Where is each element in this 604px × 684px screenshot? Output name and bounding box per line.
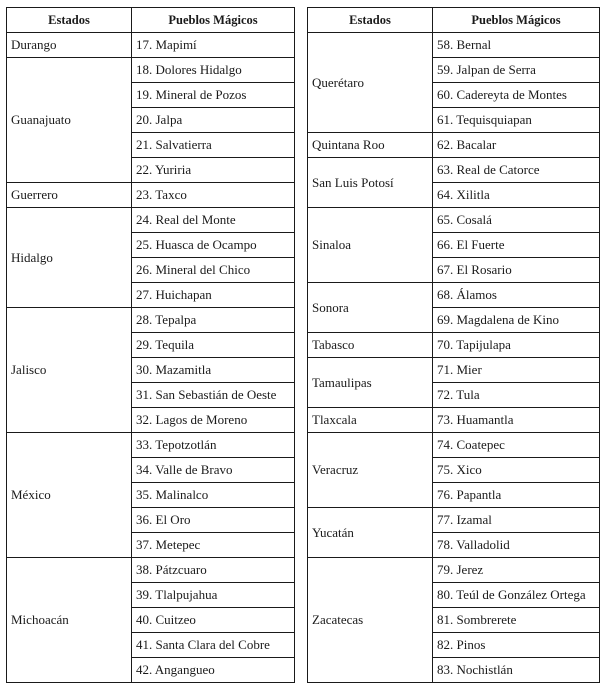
pueblo-magico-cell: 74. Coatepec xyxy=(433,433,600,458)
estado-cell: Guanajuato xyxy=(7,58,132,183)
pueblo-magico-cell: 23. Taxco xyxy=(132,183,295,208)
pueblo-magico-cell: 37. Metepec xyxy=(132,533,295,558)
estado-cell: Sinaloa xyxy=(308,208,433,283)
pueblo-magico-cell: 72. Tula xyxy=(433,383,600,408)
pueblo-magico-cell: 71. Mier xyxy=(433,358,600,383)
pueblo-magico-cell: 25. Huasca de Ocampo xyxy=(132,233,295,258)
pueblo-magico-cell: 68. Álamos xyxy=(433,283,600,308)
pueblo-magico-cell: 41. Santa Clara del Cobre xyxy=(132,633,295,658)
pueblo-magico-cell: 64. Xilitla xyxy=(433,183,600,208)
header-estados: Estados xyxy=(308,8,433,33)
pueblo-magico-cell: 17. Mapimí xyxy=(132,33,295,58)
pueblo-magico-cell: 61. Tequisquiapan xyxy=(433,108,600,133)
pueblo-magico-cell: 58. Bernal xyxy=(433,33,600,58)
table-row xyxy=(308,283,600,308)
pueblo-magico-cell: 82. Pinos xyxy=(433,633,600,658)
table-row xyxy=(308,358,600,383)
pueblo-magico-cell: 76. Papantla xyxy=(433,483,600,508)
table-body xyxy=(308,33,600,683)
pueblo-magico-cell: 40. Cuitzeo xyxy=(132,608,295,633)
pueblo-magico-cell: 42. Angangueo xyxy=(132,658,295,683)
pueblo-magico-cell: 81. Sombrerete xyxy=(433,608,600,633)
header-estados: Estados xyxy=(7,8,132,33)
estado-cell: México xyxy=(7,433,132,558)
pueblo-magico-cell: 34. Valle de Bravo xyxy=(132,458,295,483)
estado-cell: Tabasco xyxy=(308,333,433,358)
pueblo-magico-cell: 22. Yuriria xyxy=(132,158,295,183)
pueblo-magico-cell: 67. El Rosario xyxy=(433,258,600,283)
header-pueblos-magicos: Pueblos Mágicos xyxy=(132,8,295,33)
pueblos-magicos-table-left xyxy=(6,7,295,683)
pueblo-magico-cell: 28. Tepalpa xyxy=(132,308,295,333)
pueblo-magico-cell: 24. Real del Monte xyxy=(132,208,295,233)
pueblo-magico-cell: 27. Huichapan xyxy=(132,283,295,308)
pueblo-magico-cell: 70. Tapijulapa xyxy=(433,333,600,358)
pueblo-magico-cell: 38. Pátzcuaro xyxy=(132,558,295,583)
table-row xyxy=(308,158,600,183)
table-row xyxy=(308,333,600,358)
pueblo-magico-cell: 69. Magdalena de Kino xyxy=(433,308,600,333)
pueblo-magico-cell: 32. Lagos de Moreno xyxy=(132,408,295,433)
header-row xyxy=(308,8,600,33)
table-row xyxy=(308,408,600,433)
table-row xyxy=(7,433,295,458)
pueblo-magico-cell: 78. Valladolid xyxy=(433,533,600,558)
estado-cell: Yucatán xyxy=(308,508,433,558)
table-row xyxy=(7,558,295,583)
pueblo-magico-cell: 33. Tepotzotlán xyxy=(132,433,295,458)
pueblo-magico-cell: 83. Nochistlán xyxy=(433,658,600,683)
pueblo-magico-cell: 62. Bacalar xyxy=(433,133,600,158)
estado-cell: San Luis Potosí xyxy=(308,158,433,208)
pueblo-magico-cell: 79. Jerez xyxy=(433,558,600,583)
pueblo-magico-cell: 29. Tequila xyxy=(132,333,295,358)
table-row xyxy=(7,183,295,208)
estado-cell: Sonora xyxy=(308,283,433,333)
estado-cell: Querétaro xyxy=(308,33,433,133)
pueblo-magico-cell: 39. Tlalpujahua xyxy=(132,583,295,608)
table-row xyxy=(308,558,600,583)
table-body xyxy=(7,33,295,683)
pueblo-magico-cell: 73. Huamantla xyxy=(433,408,600,433)
table-row xyxy=(7,208,295,233)
table-row xyxy=(308,433,600,458)
table-row xyxy=(7,33,295,58)
pueblos-magicos-table-right xyxy=(307,7,600,683)
estado-cell: Veracruz xyxy=(308,433,433,508)
estado-cell: Quintana Roo xyxy=(308,133,433,158)
pueblo-magico-cell: 19. Mineral de Pozos xyxy=(132,83,295,108)
pueblo-magico-cell: 59. Jalpan de Serra xyxy=(433,58,600,83)
pueblo-magico-cell: 35. Malinalco xyxy=(132,483,295,508)
pueblo-magico-cell: 66. El Fuerte xyxy=(433,233,600,258)
estado-cell: Michoacán xyxy=(7,558,132,683)
pueblo-magico-cell: 77. Izamal xyxy=(433,508,600,533)
table-row xyxy=(7,58,295,83)
pueblo-magico-cell: 36. El Oro xyxy=(132,508,295,533)
estado-cell: Tlaxcala xyxy=(308,408,433,433)
pueblo-magico-cell: 75. Xico xyxy=(433,458,600,483)
pueblo-magico-cell: 31. San Sebastián de Oeste xyxy=(132,383,295,408)
pueblo-magico-cell: 60. Cadereyta de Montes xyxy=(433,83,600,108)
estado-cell: Hidalgo xyxy=(7,208,132,308)
table-row xyxy=(308,33,600,58)
estado-cell: Jalisco xyxy=(7,308,132,433)
pueblo-magico-cell: 65. Cosalá xyxy=(433,208,600,233)
estado-cell: Zacatecas xyxy=(308,558,433,683)
table-row xyxy=(308,508,600,533)
pueblo-magico-cell: 26. Mineral del Chico xyxy=(132,258,295,283)
estado-cell: Tamaulipas xyxy=(308,358,433,408)
pueblo-magico-cell: 80. Teúl de González Ortega xyxy=(433,583,600,608)
pueblo-magico-cell: 30. Mazamitla xyxy=(132,358,295,383)
estado-cell: Durango xyxy=(7,33,132,58)
table-row xyxy=(308,208,600,233)
table-row xyxy=(7,308,295,333)
pueblo-magico-cell: 63. Real de Catorce xyxy=(433,158,600,183)
header-pueblos-magicos: Pueblos Mágicos xyxy=(433,8,600,33)
estado-cell: Guerrero xyxy=(7,183,132,208)
pueblo-magico-cell: 20. Jalpa xyxy=(132,108,295,133)
pueblo-magico-cell: 18. Dolores Hidalgo xyxy=(132,58,295,83)
header-row xyxy=(7,8,295,33)
pueblo-magico-cell: 21. Salvatierra xyxy=(132,133,295,158)
table-row xyxy=(308,133,600,158)
